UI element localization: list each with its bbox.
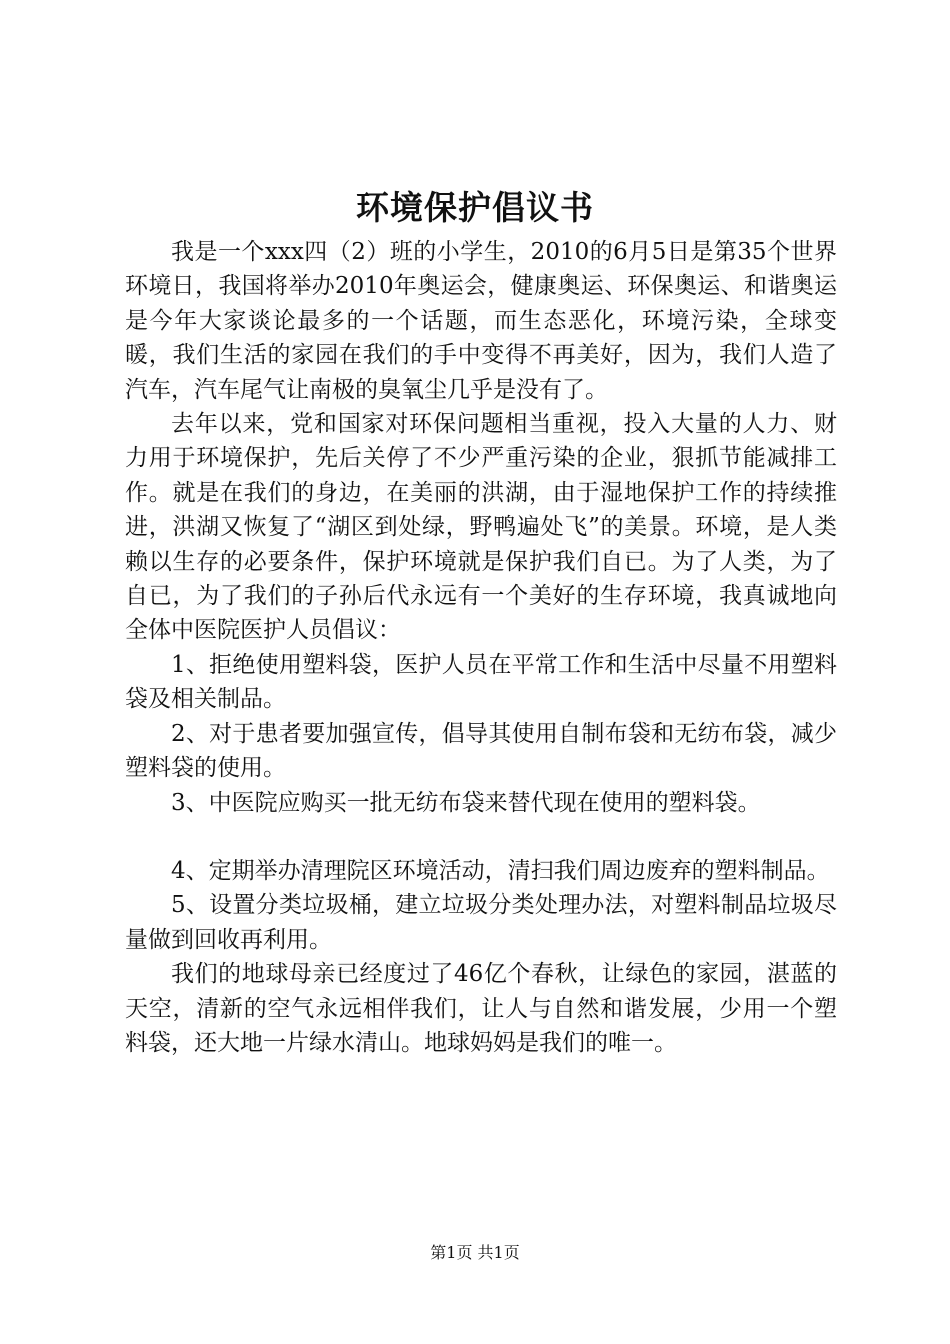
- proposal-item-5: 5、设置分类垃圾桶，建立垃圾分类处理办法，对塑料制品垃圾尽量做到回收再利用。: [125, 892, 837, 953]
- proposal-item-1: 1、拒绝使用塑料袋，医护人员在平常工作和生活中尽量不用塑料袋及相关制品。: [125, 651, 837, 713]
- proposal-item-3: 3、中医院应购买一批无纺布袋来替代现在使用的塑料袋。: [171, 789, 761, 816]
- document-body: [125, 235, 837, 1060]
- proposal-item-4: 4、定期举办清理院区环境活动，清扫我们周边废弃的塑料制品。: [171, 857, 830, 884]
- paragraph-background: 去年以来，党和国家对环保问题相当重视，投入大量的人力、财力用于环境保护，先后关停了不少严重污染的企业，狠抓节能减排工作。就是在我们的身边，在美丽的洪湖，由于湿地保护工作的持续推进，洪湖又恢复了“湖区到处绿，野鸭遍处飞”的美景。环境，是人类赖以生存的必要条件，保护环境就是保护我们自已。为了人类，为了自已，为了我们的子孙后代永远有一个美好的生存环境，我真诚地向全体中医院医护人员倡议：: [125, 411, 837, 644]
- page-number-footer: 第1页 共1页: [430, 1243, 520, 1262]
- blank-line: [125, 820, 837, 854]
- paragraph-closing: 我们的地球母亲已经度过了46亿个春秋，让绿色的家园，湛蓝的天空，清新的空气永远相伴我们，让人与自然和谐发展，少用一个塑料袋，还大地一片绿水清山。地球妈妈是我们的唯一。: [125, 961, 837, 1056]
- proposal-item-2: 2、对于患者要加强宣传，倡导其使用自制布袋和无纺布袋，减少塑料袋的使用。: [125, 720, 837, 782]
- paragraph-intro: 我是一个xxx四（2）班的小学生，2010的6月5日是第35个世界环境日，我国将举办2010年奥运会，健康奥运、环保奥运、和谐奥运是今年大家谈论最多的一个话题，而生态恶化，环境污染，全球变暖，我们生活的家园在我们的手中变得不再美好，因为，我们人造了汽车，汽车尾气让南极的臭氧尘几乎是没有了。: [125, 239, 837, 403]
- document-title: 环境保护倡议书: [356, 188, 594, 227]
